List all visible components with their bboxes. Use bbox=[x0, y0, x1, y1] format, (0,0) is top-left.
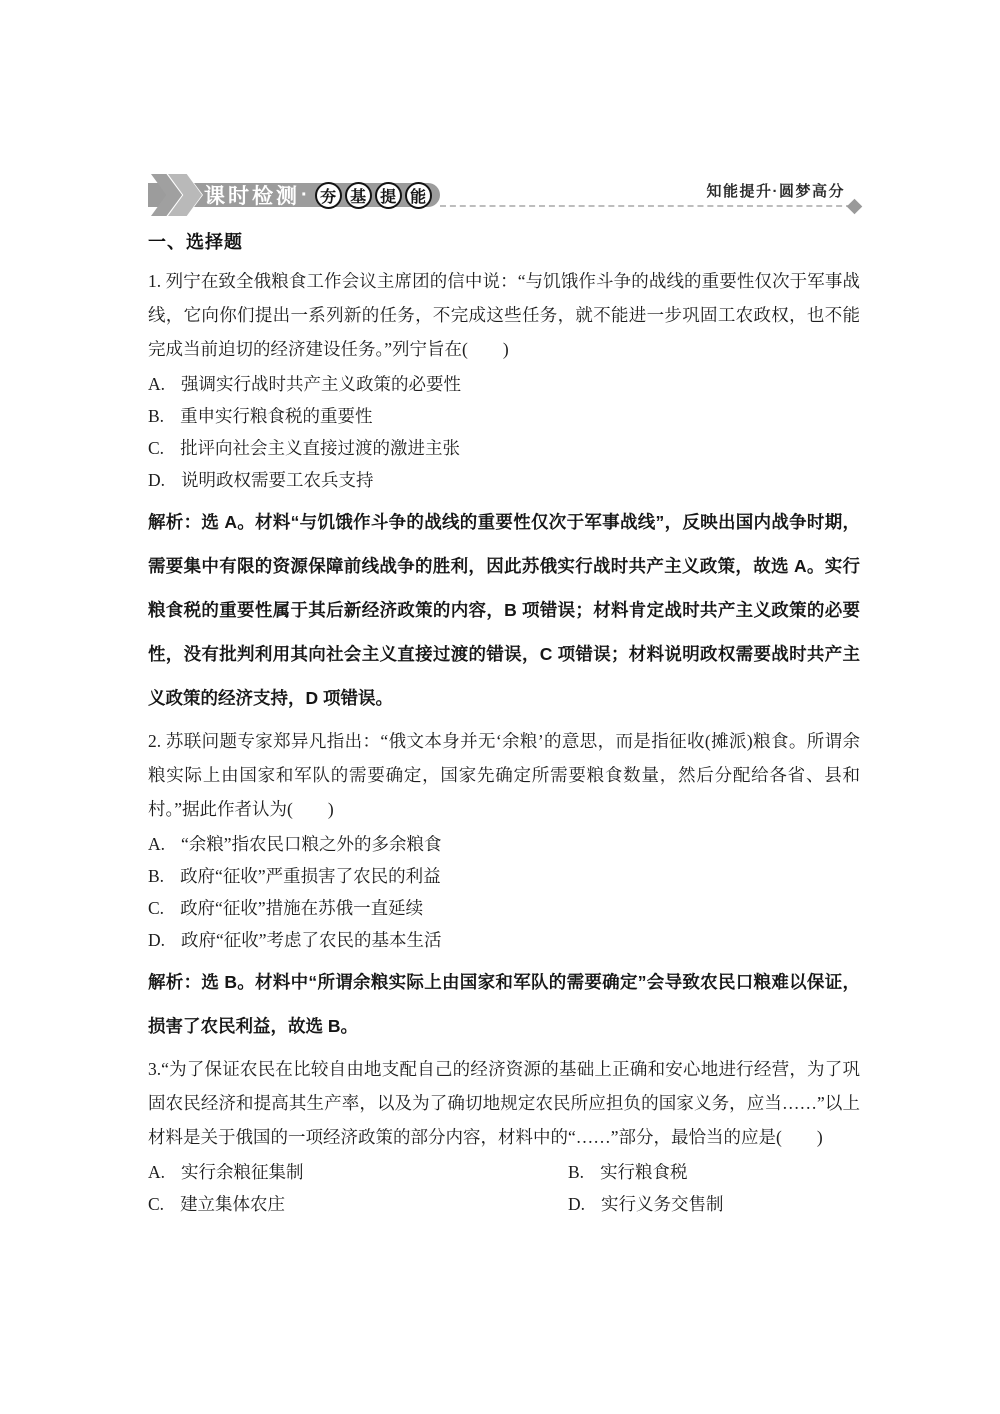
option-label: C. bbox=[148, 438, 165, 458]
option-item bbox=[568, 1188, 860, 1220]
option-item bbox=[568, 1156, 860, 1188]
header-banner bbox=[148, 176, 860, 214]
option-item bbox=[148, 860, 860, 892]
option-label: B. bbox=[568, 1162, 585, 1182]
option-item bbox=[148, 828, 860, 860]
option-label: A. bbox=[148, 834, 166, 854]
option-text: 政府“征收”严重损害了农民的利益 bbox=[180, 866, 441, 886]
analysis-paragraph: 解析：选 A。材料“与饥饿作斗争的战线的重要性仅次于军事战线”，反映出国内战争时期，需要集中有限的资源保障前线战争的胜利，因此苏俄实行战时共产主义政策，故选 A。实行粮食税的重要性属于其后新经济政策的内容，B 项错误；材料肯定战时共产主义政策的必要性，没有批判利用其向社会主义直接过渡的错误，C 项错误；材料说明政权需要战时共产主义政策的经济支持，D 项错误。 bbox=[148, 512, 860, 708]
badge-char: 基 bbox=[345, 182, 372, 209]
banner-separator: · bbox=[301, 183, 308, 206]
option-label: B. bbox=[148, 866, 165, 886]
option-item bbox=[148, 1188, 568, 1220]
question-stem: 3.“为了保证农民在比较自由地支配自己的经济资源的基础上正确和安心地进行经营，为了巩固农民经济和提高其生产率，以及为了确切地规定农民所应担负的国家义务，应当……”以上材料是关于俄国的一项经济政策的部分内容，材料中的“……”部分，最恰当的应是( ) bbox=[148, 1059, 860, 1147]
dotted-divider bbox=[440, 205, 852, 207]
question-block-3 bbox=[148, 1052, 860, 1220]
options-list bbox=[148, 368, 860, 496]
option-text: 政府“征收”考虑了农民的基本生活 bbox=[181, 930, 442, 950]
option-item bbox=[148, 464, 860, 496]
option-item bbox=[148, 368, 860, 400]
double-chevron-icon bbox=[151, 174, 211, 216]
option-text: “余粮”指农民口粮之外的多余粮食 bbox=[181, 834, 442, 854]
option-text: 说明政权需要工农兵支持 bbox=[181, 470, 374, 490]
analysis-paragraph: 解析：选 B。材料中“所谓余粮实际上由国家和军队的需要确定”会导致农民口粮难以保证，损害了农民利益，故选 B。 bbox=[148, 972, 860, 1036]
option-text: 强调实行战时共产主义政策的必要性 bbox=[181, 374, 462, 394]
option-text: 建立集体农庄 bbox=[180, 1194, 286, 1214]
option-label: C. bbox=[148, 898, 165, 918]
question-block-1 bbox=[148, 264, 860, 720]
option-text: 实行义务交售制 bbox=[601, 1194, 724, 1214]
options-list bbox=[148, 1156, 860, 1220]
badge-char: 提 bbox=[375, 182, 402, 209]
option-item bbox=[148, 924, 860, 956]
option-item bbox=[148, 1156, 568, 1188]
option-label: D. bbox=[148, 930, 166, 950]
badge-char: 夯 bbox=[315, 182, 342, 209]
option-item bbox=[148, 892, 860, 924]
option-label: C. bbox=[148, 1194, 165, 1214]
option-label: A. bbox=[148, 374, 166, 394]
question-stem: 2. 苏联问题专家郑异凡指出：“俄文本身并无‘余粮’的意思，而是指征收(摊派)粮食。所谓余粮实际上由国家和军队的需要确定，国家先确定所需要粮食数量，然后分配给各省、县和村。”据此作者认为( ) bbox=[148, 731, 860, 819]
diamond-icon bbox=[847, 199, 863, 215]
option-text: 重申实行粮食税的重要性 bbox=[180, 406, 373, 426]
options-list bbox=[148, 828, 860, 956]
option-label: D. bbox=[568, 1194, 586, 1214]
banner-content bbox=[204, 176, 432, 214]
option-text: 政府“征收”措施在苏俄一直延续 bbox=[180, 898, 424, 918]
header-slogan: 知能提升·圆梦高分 bbox=[706, 183, 845, 200]
section-title: 一、选择题 bbox=[148, 232, 243, 252]
option-item bbox=[148, 432, 860, 464]
option-label: A. bbox=[148, 1162, 166, 1182]
option-text: 批评向社会主义直接过渡的激进主张 bbox=[180, 438, 461, 458]
option-label: B. bbox=[148, 406, 165, 426]
question-block-2 bbox=[148, 724, 860, 1048]
question-stem: 1. 列宁在致全俄粮食工作会议主席团的信中说：“与饥饿作斗争的战线的重要性仅次于军事战线，它向你们提出一系列新的任务，不完成这些任务，就不能进一步巩固工农政权，也不能完成当前迫切的经济建设任务。”列宁旨在( ) bbox=[148, 271, 860, 359]
option-label: D. bbox=[148, 470, 166, 490]
badge-char: 能 bbox=[405, 182, 432, 209]
option-text: 实行粮食税 bbox=[600, 1162, 688, 1182]
banner-title: 课时检测 bbox=[204, 185, 300, 208]
option-item bbox=[148, 400, 860, 432]
option-text: 实行余粮征集制 bbox=[181, 1162, 304, 1182]
